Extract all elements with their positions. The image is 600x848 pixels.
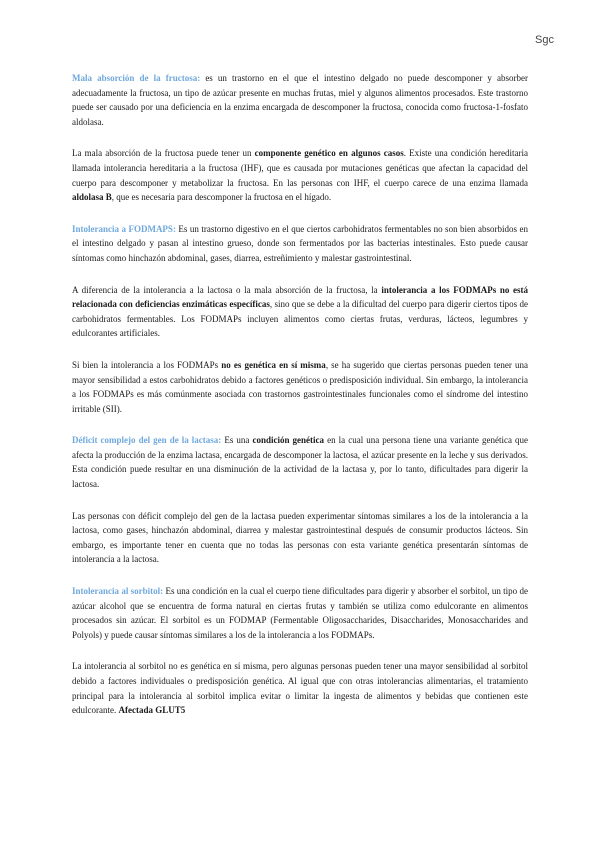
paragraph bbox=[72, 659, 528, 717]
emphasis-text: condición genética bbox=[252, 435, 325, 446]
document-body bbox=[72, 71, 528, 735]
body-text: , se ha sugerido que ciertas personas pueden tener una mayor sensibilidad a estos carbohidratos debido a factores genéticos o predisposición individual. Sin embargo, la intolerancia a los FODMAPs es más comúnmente asociada con trastornos gastrointestinales funcionales como el síndrome del intestino irritable (SII). bbox=[72, 359, 528, 414]
body-text: Es una condición en la cual el cuerpo tiene dificultades para digerir y absorber el sorbitol, un tipo de azúcar alcohol que se encuentra de forma natural en ciertas frutas y también se utiliza como edulcorante en alimentos procesados sin azúcar. El sorbitol es un FODMAP (Fermentable Oligosaccharides, Disaccharides, Monosaccharides and Polyols) y puede causar síntomas similares a los de la intolerancia a los FODMAPs. bbox=[72, 586, 529, 640]
body-text: La intolerancia al sorbitol no es genética en sí misma, pero algunas personas pueden tener una mayor sensibilidad al sorbitol debido a factores individuales o predisposición genética. Al igual que con otras intolerancias alimentarias, el tratamiento principal para la intolerancia al sorbitol implica evitar o limitar la ingesta de alimentos y bebidas que contienen este edulcorante. bbox=[72, 661, 528, 716]
body-text: Es una bbox=[221, 435, 253, 446]
body-text: Es un trastorno digestivo en el que ciertos carbohidratos fermentables no son bien absorbidos en el intestino delgado y pasan al intestino grueso, donde son fermentados por las bacterias intestinales. Esto puede causar síntomas como hinchazón abdominal, gases, diarrea, estreñimiento y malestar gastrointestinal. bbox=[72, 223, 528, 263]
body-text: en la cual una persona tiene una variante genética que afecta la producción de la enzima lactasa, encargada de descomponer la lactosa, el azúcar presente en la leche y sus derivados. Esta condición puede resultar en una disminución de la actividad de la lactasa y, por lo tanto, dificultades para digerir la lactosa. bbox=[72, 435, 529, 490]
emphasis-text: intolerancia a los FODMAPs no está relacionada con deficiencias enzimáticas específicas bbox=[72, 284, 528, 310]
emphasis-text: Afectada GLUT5 bbox=[118, 705, 186, 716]
paragraph bbox=[72, 71, 528, 129]
body-text: A diferencia de la intolerancia a la lactosa o la mala absorción de la fructosa, la bbox=[72, 284, 382, 295]
section-term: Déficit complejo del gen de la lactasa: bbox=[72, 435, 222, 446]
paragraph bbox=[72, 358, 528, 416]
emphasis-text: no es genética en sí misma bbox=[221, 359, 326, 370]
body-text: , sino que se debe a la dificultad del cuerpo para digerir ciertos tipos de carbohidratos fermentables. Los FODMAPs incluyen alimentos como ciertas frutas, verduras, lácteos, legumbres y edulcorantes artificiales. bbox=[72, 299, 528, 339]
section-term: Intolerancia a FODMAPS: bbox=[72, 223, 176, 234]
emphasis-text: aldolasa B bbox=[72, 192, 112, 203]
body-text: Las personas con déficit complejo del gen de la lactasa pueden experimentar síntomas similares a los de la intolerancia a la lactosa, como gases, hinchazón abdominal, diarrea y malestar gastrointestinal después de consumir productos lácteos. Sin embargo, es importante tener en cuenta que no todas las personas con esta variante genética presentarán síntomas de intolerancia a la lactosa. bbox=[72, 510, 528, 565]
emphasis-text: componente genético en algunos casos bbox=[254, 148, 404, 159]
page-header-label: Sgc bbox=[535, 34, 554, 46]
section-term: Intolerancia al sorbitol: bbox=[72, 586, 164, 597]
paragraph bbox=[72, 509, 528, 567]
paragraph bbox=[72, 283, 528, 341]
body-text: es un trastorno en el que el intestino delgado no puede descomponer y absorber adecuadamente la fructosa, un tipo de azúcar presente en muchas frutas, miel y algunos alimentos procesados. Este trastorno puede ser causado por una deficiencia en la enzima encargada de descomponer la fructosa, conocida como fructosa-1-fosfato aldolasa. bbox=[72, 73, 528, 127]
paragraph bbox=[72, 222, 528, 266]
body-text: , que es necesaria para descomponer la fructosa en el hígado. bbox=[111, 192, 332, 203]
paragraph bbox=[72, 433, 528, 491]
body-text: La mala absorción de la fructosa puede tener un bbox=[72, 148, 255, 159]
body-text: Si bien la intolerancia a los FODMAPs bbox=[72, 359, 222, 370]
section-term: Mala absorción de la fructosa: bbox=[72, 73, 201, 83]
body-text: . Existe una condición hereditaria llamada intolerancia hereditaria a la fructosa (IHF), que es causada por mutaciones genéticas que afectan la capacidad del cuerpo para descomponer y metabolizar la fructosa. En las personas con IHF, el cuerpo carece de una enzima llamada bbox=[72, 148, 528, 188]
paragraph bbox=[72, 584, 528, 642]
paragraph bbox=[72, 146, 528, 204]
